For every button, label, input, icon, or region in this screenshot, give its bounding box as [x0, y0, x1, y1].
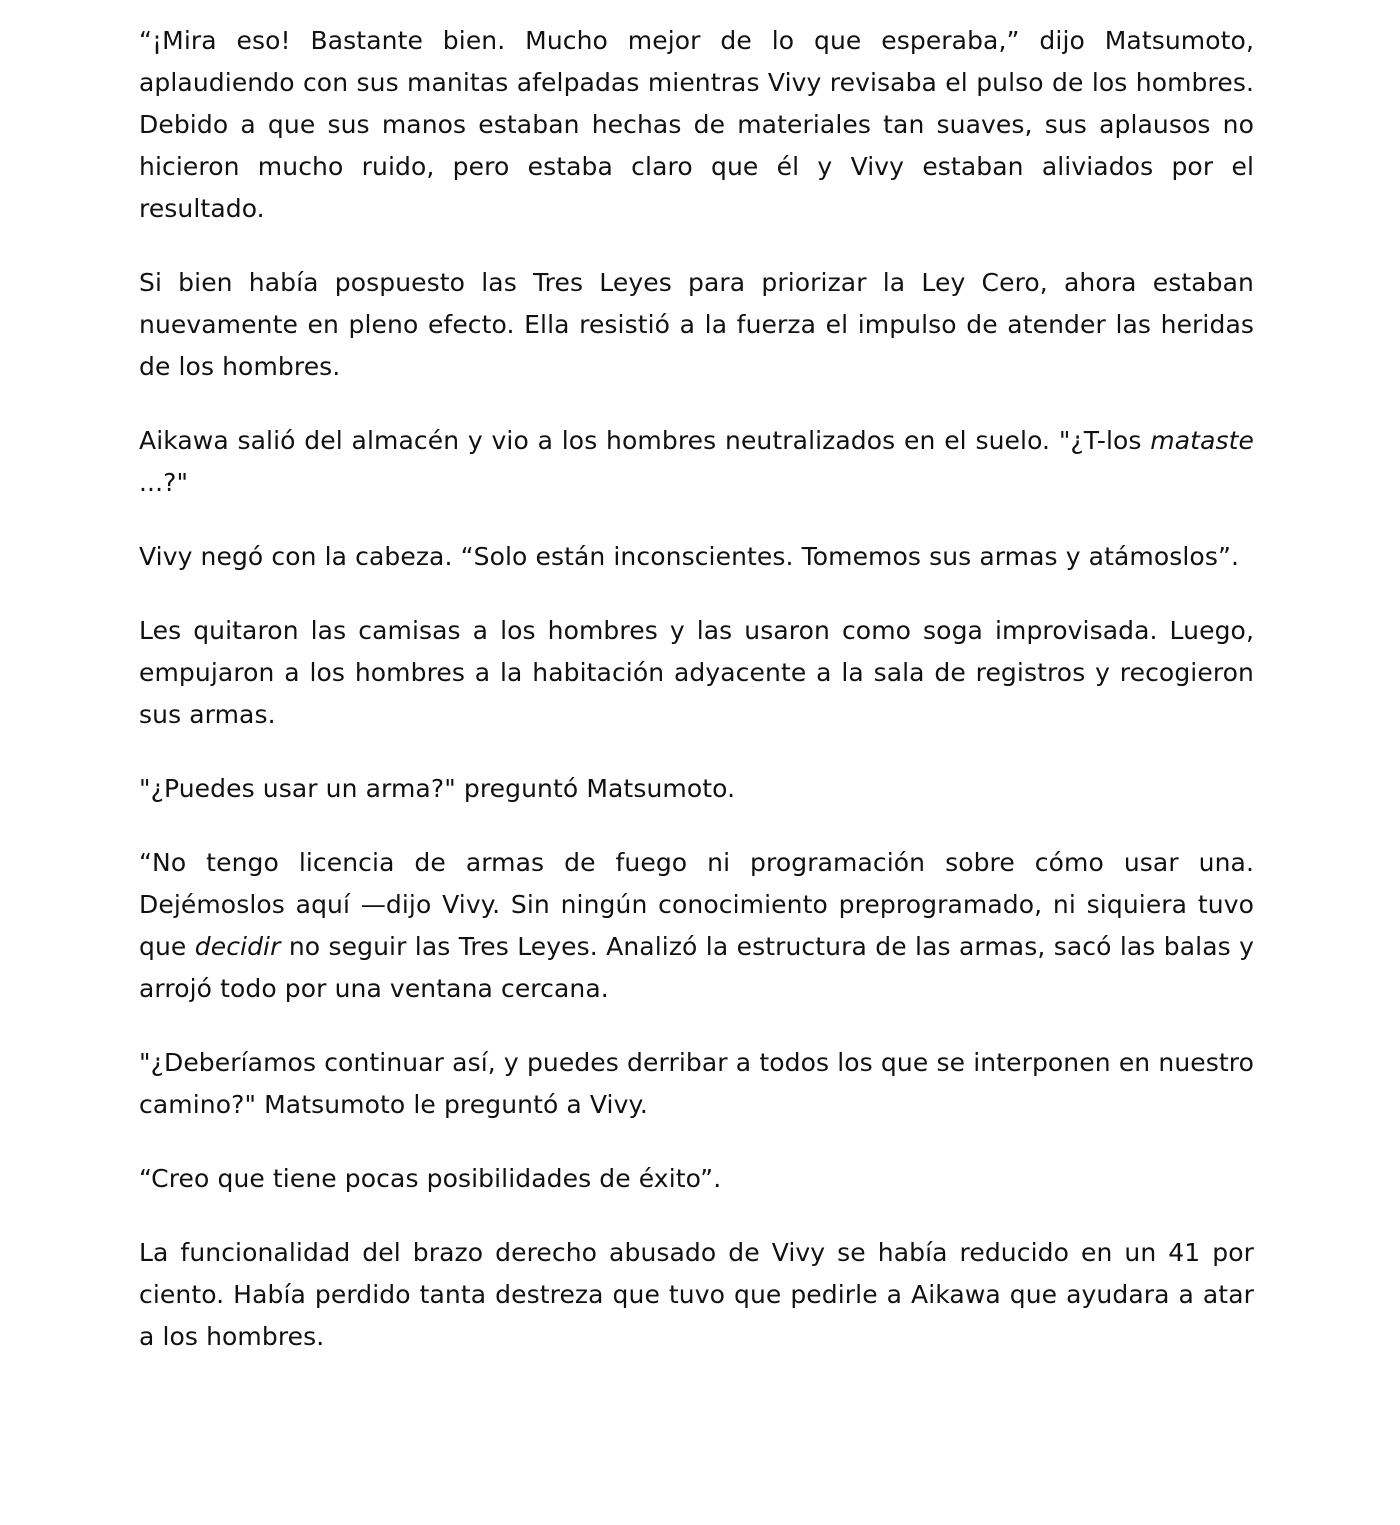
paragraph-text: ...?" [139, 468, 189, 497]
document-page [139, 20, 1254, 1390]
paragraph-5 [139, 610, 1254, 736]
paragraph-text: “Creo que tiene pocas posibilidades de éxito”. [139, 1164, 722, 1193]
paragraph-text: Les quitaron las camisas a los hombres y las usaron como soga improvisada. Luego, empujaron a los hombres a la habitación adyacente a la sala de registros y recogieron sus armas. [139, 616, 1254, 729]
paragraph-text: “¡Mira eso! Bastante bien. Mucho mejor de lo que esperaba,” dijo Matsumoto, aplaudiendo con sus manitas afelpadas mientras Vivy revisaba el pulso de los hombres. Debido a que sus manos estaban hechas de materiales tan suaves, sus aplausos no hicieron mucho ruido, pero estaba claro que él y Vivy estaban aliviados por el resultado. [139, 26, 1254, 223]
paragraph-text: "¿Deberíamos continuar así, y puedes derribar a todos los que se interponen en nuestro camino?" Matsumoto le preguntó a Vivy. [139, 1048, 1254, 1119]
italic-word: mataste [1150, 426, 1254, 455]
paragraph-text: La funcionalidad del brazo derecho abusado de Vivy se había reducido en un 41 por ciento. Había perdido tanta destreza que tuvo que pedirle a Aikawa que ayudara a atar a los hombres. [139, 1238, 1254, 1351]
paragraph-3 [139, 420, 1254, 504]
paragraph-text: Si bien había pospuesto las Tres Leyes para priorizar la Ley Cero, ahora estaban nuevamente en pleno efecto. Ella resistió a la fuerza el impulso de atender las heridas de los hombres. [139, 268, 1254, 381]
paragraph-10 [139, 1232, 1254, 1358]
italic-word: decidir [194, 932, 281, 961]
paragraph-6 [139, 768, 1254, 810]
paragraph-text: “No tengo licencia de armas de fuego ni programación sobre cómo usar una. Dejémoslos aquí —dijo Vivy. Sin ningún conocimiento preprogramado, ni siquiera tuvo que [139, 848, 1254, 961]
paragraph-7 [139, 842, 1254, 1010]
paragraph-text: no seguir las Tres Leyes. Analizó la estructura de las armas, sacó las balas y arrojó todo por una ventana cercana. [139, 932, 1254, 1003]
paragraph-text: Aikawa salió del almacén y vio a los hombres neutralizados en el suelo. "¿T-los [139, 426, 1151, 455]
paragraph-4 [139, 536, 1254, 578]
paragraph-1 [139, 20, 1254, 230]
paragraph-text: Vivy negó con la cabeza. “Solo están inconscientes. Tomemos sus armas y atámoslos”. [139, 542, 1240, 571]
paragraph-8 [139, 1042, 1254, 1126]
paragraph-9 [139, 1158, 1254, 1200]
paragraph-2 [139, 262, 1254, 388]
paragraph-text: "¿Puedes usar un arma?" preguntó Matsumoto. [139, 774, 736, 803]
